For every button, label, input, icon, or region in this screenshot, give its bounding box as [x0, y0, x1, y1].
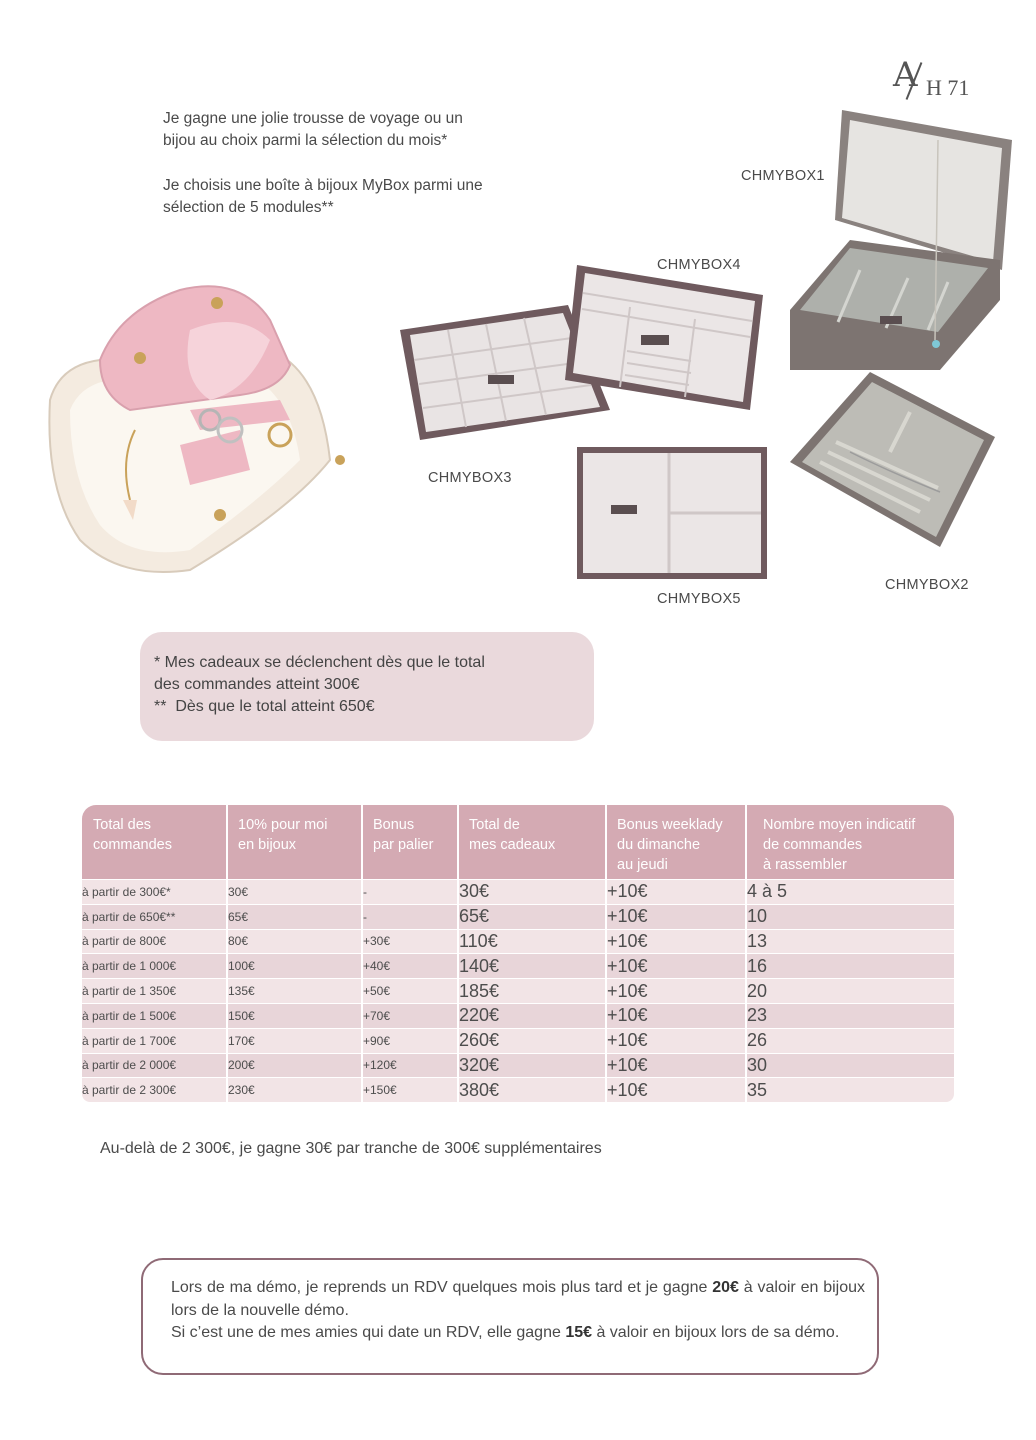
- table-row: [82, 1077, 954, 1102]
- cell-threshold: à partir de 650€**: [82, 904, 228, 929]
- header-line: de commandes: [763, 837, 863, 853]
- intro-line: Je choisis une boîte à bijoux MyBox parmi une: [163, 177, 483, 194]
- cell-total: 140€: [459, 953, 607, 978]
- cell-nombre: 26: [747, 1028, 954, 1053]
- brand-logo: [893, 55, 983, 105]
- cell-weeklady: +10€: [607, 1077, 747, 1102]
- header-line: par palier: [373, 837, 434, 853]
- demo-text: Lors de ma démo, je reprends un RDV quelques mois plus tard et je gagne: [171, 1279, 713, 1296]
- cell-total: 220€: [459, 1003, 607, 1028]
- cell-bijoux: 100€: [228, 953, 363, 978]
- cell-nombre: 35: [747, 1077, 954, 1102]
- label-chmybox5: CHMYBOX5: [657, 591, 741, 607]
- table-body: [82, 879, 954, 1102]
- cell-total: 30€: [459, 879, 607, 904]
- cell-bijoux: 150€: [228, 1003, 363, 1028]
- cell-weeklady: +10€: [607, 978, 747, 1003]
- cell-weeklady: +10€: [607, 953, 747, 978]
- cell-threshold: à partir de 2 300€: [82, 1077, 228, 1102]
- intro-line: sélection de 5 modules**: [163, 199, 334, 216]
- cell-threshold: à partir de 800€: [82, 929, 228, 954]
- cell-bijoux: 135€: [228, 978, 363, 1003]
- cell-threshold: à partir de 1 700€: [82, 1028, 228, 1053]
- cell-total: 110€: [459, 929, 607, 954]
- header-total-commandes: [82, 805, 228, 879]
- cell-total: 320€: [459, 1053, 607, 1078]
- cell-threshold: à partir de 1 000€: [82, 953, 228, 978]
- cell-threshold: à partir de 300€*: [82, 879, 228, 904]
- cell-nombre: 30: [747, 1053, 954, 1078]
- cell-bonus: +50€: [363, 978, 459, 1003]
- table-header-row: [82, 805, 954, 879]
- label-chmybox1: CHMYBOX1: [741, 168, 825, 184]
- cell-nombre: 4 à 5: [747, 879, 954, 904]
- header-line: Total des: [93, 817, 152, 833]
- cell-bonus: +120€: [363, 1053, 459, 1078]
- table-row: [82, 904, 954, 929]
- cell-bonus: +70€: [363, 1003, 459, 1028]
- cell-bonus: +30€: [363, 929, 459, 954]
- header-line: commandes: [93, 837, 172, 853]
- page-code: H 71: [926, 75, 970, 100]
- intro-line: Je gagne une jolie trousse de voyage ou un: [163, 110, 463, 127]
- cell-threshold: à partir de 1 350€: [82, 978, 228, 1003]
- demo-info-box: [141, 1258, 879, 1375]
- header-bonus-palier: [363, 805, 459, 879]
- cell-bonus: -: [363, 904, 459, 929]
- cell-weeklady: +10€: [607, 1053, 747, 1078]
- demo-text: Si c’est une de mes amies qui date un RDV, elle gagne: [171, 1324, 566, 1341]
- demo-paragraph-2: [171, 1322, 865, 1345]
- cell-nombre: 16: [747, 953, 954, 978]
- header-line: 10% pour moi: [238, 817, 328, 833]
- demo-paragraph-1: [171, 1277, 865, 1322]
- table-row: [82, 953, 954, 978]
- header-line: mes cadeaux: [469, 837, 556, 853]
- demo-amount-20: 20€: [712, 1279, 739, 1296]
- header-line: Bonus weeklady: [617, 817, 723, 833]
- cell-nombre: 20: [747, 978, 954, 1003]
- travel-pouch-image: [40, 270, 340, 580]
- footnote-box: [140, 632, 594, 741]
- cell-bijoux: 200€: [228, 1053, 363, 1078]
- demo-text: à valoir en bijoux lors de sa démo.: [592, 1324, 840, 1341]
- demo-amount-15: 15€: [565, 1324, 593, 1341]
- label-chmybox2: CHMYBOX2: [885, 577, 969, 593]
- cell-bijoux: 80€: [228, 929, 363, 954]
- label-chmybox4: CHMYBOX4: [657, 257, 741, 273]
- label-chmybox3: CHMYBOX3: [428, 470, 512, 486]
- cell-nombre: 13: [747, 929, 954, 954]
- table-row: [82, 1003, 954, 1028]
- cell-bonus: +40€: [363, 953, 459, 978]
- header-line: à rassembler: [763, 857, 847, 873]
- header-line: Nombre moyen indicatif: [763, 817, 916, 833]
- header-line: Bonus: [373, 817, 415, 833]
- cell-threshold: à partir de 1 500€: [82, 1003, 228, 1028]
- cell-bijoux: 65€: [228, 904, 363, 929]
- cell-nombre: 10: [747, 904, 954, 929]
- header-nombre-commandes: [747, 805, 954, 879]
- intro-line: bijou au choix parmi la sélection du mois*: [163, 132, 448, 149]
- box1-image: [790, 110, 1012, 380]
- header-bonus-weeklady: [607, 805, 747, 879]
- intro-travel-kit: [163, 108, 543, 152]
- cell-weeklady: +10€: [607, 929, 747, 954]
- demo-text: à valoir en bijoux lors de la nouvelle démo.: [171, 1279, 866, 1319]
- header-line: Total de: [469, 817, 520, 833]
- brand-letter: A: [893, 55, 918, 95]
- cell-threshold: à partir de 2 000€: [82, 1053, 228, 1078]
- cell-total: 65€: [459, 904, 607, 929]
- table-row: [82, 879, 954, 904]
- footnote-line: des commandes atteint 300€: [154, 676, 360, 693]
- cell-weeklady: +10€: [607, 1028, 747, 1053]
- box5-image: [577, 447, 767, 579]
- table-row: [82, 929, 954, 954]
- cell-bijoux: 230€: [228, 1077, 363, 1102]
- cell-nombre: 23: [747, 1003, 954, 1028]
- intro-mybox: [163, 175, 543, 219]
- header-line: en bijoux: [238, 837, 297, 853]
- footnote-line: * Mes cadeaux se déclenchent dès que le total: [154, 654, 485, 671]
- header-line: au jeudi: [617, 857, 668, 873]
- cell-bijoux: 30€: [228, 879, 363, 904]
- rewards-table: [82, 805, 954, 1102]
- box4-image: [565, 265, 765, 410]
- cell-bijoux: 170€: [228, 1028, 363, 1053]
- cell-bonus: -: [363, 879, 459, 904]
- header-total-cadeaux: [459, 805, 607, 879]
- cell-total: 185€: [459, 978, 607, 1003]
- beyond-note: Au-delà de 2 300€, je gagne 30€ par tranche de 300€ supplémentaires: [100, 1140, 602, 1157]
- cell-weeklady: +10€: [607, 1003, 747, 1028]
- cell-total: 260€: [459, 1028, 607, 1053]
- cell-bonus: +150€: [363, 1077, 459, 1102]
- header-line: du dimanche: [617, 837, 701, 853]
- table-row: [82, 1053, 954, 1078]
- box2-image: [790, 372, 995, 547]
- header-10-pour-moi: [228, 805, 363, 879]
- cell-total: 380€: [459, 1077, 607, 1102]
- footnote-line: ** Dès que le total atteint 650€: [154, 698, 375, 715]
- cell-weeklady: +10€: [607, 879, 747, 904]
- cell-bonus: +90€: [363, 1028, 459, 1053]
- cell-weeklady: +10€: [607, 904, 747, 929]
- table-row: [82, 978, 954, 1003]
- table-row: [82, 1028, 954, 1053]
